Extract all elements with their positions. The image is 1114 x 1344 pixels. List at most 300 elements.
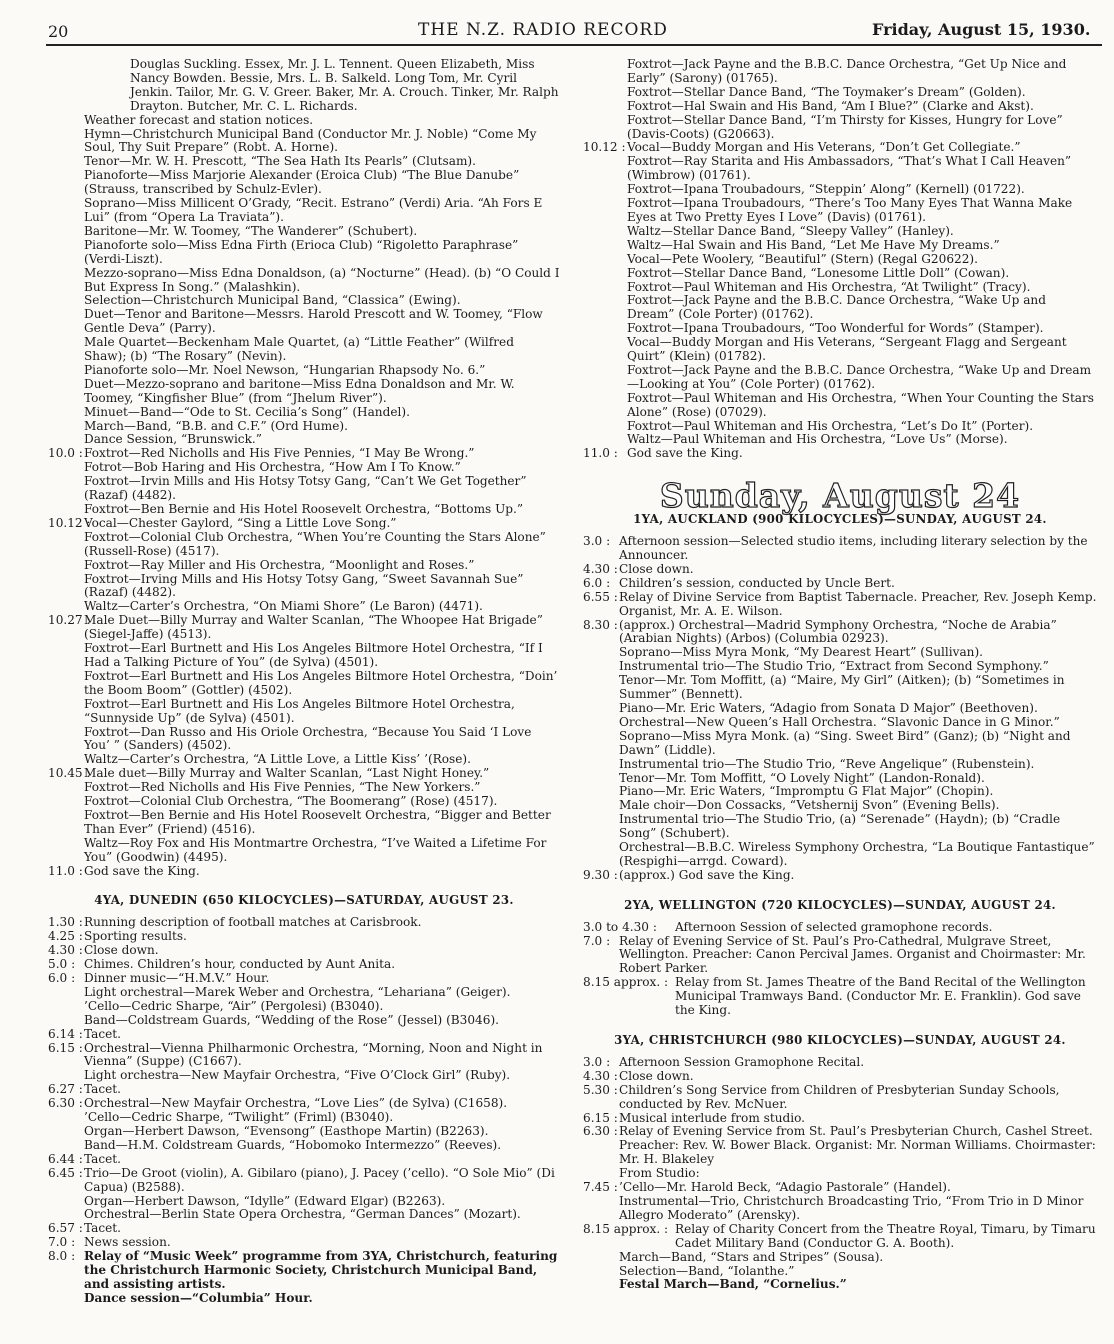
entry-text: Light orchestral—Marek Weber and Orchestra, “Lehariana” (Geiger). — [84, 984, 511, 999]
programme-entry — [583, 813, 1097, 841]
programme-entry — [583, 114, 1097, 142]
entry-text: Dance session—“Columbia” Hour. — [84, 1290, 313, 1305]
programme-entry — [48, 447, 560, 461]
programme-entry — [583, 392, 1097, 420]
entry-time: 6.15 : — [48, 1040, 83, 1055]
entry-time: 3.0 : — [583, 534, 611, 549]
entry-time — [48, 600, 84, 614]
programme-entry — [583, 100, 1097, 114]
entry-time — [583, 100, 627, 114]
entry-text: Children’s session, conducted by Uncle Bert. — [619, 575, 895, 590]
programme-entry — [583, 1195, 1097, 1223]
entry-time: 6.45 : — [48, 1165, 83, 1180]
entry-text: Foxtrot—Red Nicholls and His Five Pennies, “I May Be Wrong.” — [84, 446, 475, 461]
programme-entry — [48, 239, 560, 267]
programme-entry — [583, 716, 1097, 730]
entry-time: 4.30 : — [583, 561, 618, 576]
entry-time — [583, 660, 619, 674]
programme-entry — [48, 1153, 560, 1167]
entry-time — [583, 155, 627, 183]
programme-entry — [48, 503, 560, 517]
programme-entry — [48, 698, 560, 726]
entry-time: 10.12 : — [583, 140, 626, 155]
programme-entry — [48, 781, 560, 795]
programme-entry — [48, 958, 560, 972]
entry-time — [48, 726, 84, 754]
entry-time: 8.15 approx. : — [583, 975, 669, 990]
entry-text: Baritone—Mr. W. Toomey, “The Wanderer” (Schubert). — [84, 223, 418, 238]
entry-text: Foxtrot—Earl Burtnett and His Los Angeles Biltmore Hotel Orchestra, “Doin’ the Boom Boom” (Gottler) (4502). — [84, 668, 558, 697]
entry-time — [48, 308, 84, 336]
right-column-bottom — [583, 513, 1097, 1292]
entry-text: Relay of Evening Service from St. Paul’s Presbyterian Church, Cashel Street. Preacher: Rev. W. Bower Black. Organist: Mr. Norman Williams. Choirmaster: Mr. H. Blakeley — [619, 1124, 1096, 1167]
entry-text: Selection—Band, “Iolanthe.” — [619, 1263, 795, 1278]
programme-entry — [583, 322, 1097, 336]
programme-entry — [583, 619, 1097, 647]
entry-time — [583, 86, 627, 100]
programme-entry — [583, 674, 1097, 702]
programme-entry — [583, 1251, 1097, 1265]
programme-entry — [48, 406, 560, 420]
entry-text: Douglas Suckling. Essex, Mr. J. L. Tennent. Queen Elizabeth, Miss Nancy Bowden. Bessie, Mrs. L. B. Salkeld. Long Tom, Mr. Cyril Jenkin. Tailor, Mr. G. V. Greer. Baker, Mr. A. Crouch. Tinker, Mr. Ralph Drayton. Butcher, Mr. C. L. Richards. — [130, 57, 559, 113]
entry-text: Orchestral—B.B.C. Wireless Symphony Orchestra, “La Boutique Fantastique” (Respighi—arrgd. Coward). — [619, 840, 1095, 868]
entry-text: Festal March—Band, “Cornelius.” — [619, 1277, 847, 1292]
entry-time — [48, 1292, 84, 1306]
entry-text: Foxtrot—Ray Starita and His Ambassadors, “That’s What I Call Heaven” (Wimbrow) (01761). — [627, 154, 1072, 183]
programme-entry — [48, 308, 560, 336]
entry-text: Foxtrot—Paul Whiteman and His Orchestra, “When Your Counting the Stars Alone” (Rose) (07029). — [627, 390, 1095, 419]
entry-text: Close down. — [84, 943, 159, 958]
entry-time — [583, 785, 619, 799]
entry-text: Weather forecast and station notices. — [84, 112, 314, 127]
entry-text: Waltz—Hal Swain and His Band, “Let Me Have My Dreams.” — [627, 237, 1000, 252]
programme-entry — [583, 433, 1097, 447]
entry-time — [583, 253, 627, 267]
entry-time — [583, 420, 627, 434]
programme-entry — [48, 916, 560, 930]
entry-time — [48, 461, 84, 475]
entry-text: Tenor—Mr. W. H. Prescott, “The Sea Hath Its Pearls” (Clutsam). — [84, 154, 476, 169]
entry-time — [583, 322, 627, 336]
programme-entry — [583, 1167, 1097, 1181]
programme-entry — [48, 475, 560, 503]
programme-entry — [48, 600, 560, 614]
entry-text: Foxtrot—Earl Burtnett and His Los Angeles Biltmore Hotel Orchestra, “Sunnyside Up” (de Sylva) (4501). — [84, 696, 515, 725]
programme-entry — [583, 420, 1097, 434]
entry-time: 3.0 to 4.30 : — [583, 919, 657, 934]
entry-text: Vocal—Buddy Morgan and His Veterans, “Sergeant Flagg and Sergeant Quirt” (Klein) (01782). — [627, 335, 1067, 364]
entry-text: Chimes. Children’s hour, conducted by Aunt Anita. — [84, 957, 396, 972]
programme-entry — [48, 726, 560, 754]
entry-text: Foxtrot—Paul Whiteman and His Orchestra, “Let’s Do It” (Porter). — [627, 418, 1034, 433]
entry-time: 11.0 : — [48, 863, 83, 878]
entry-time — [48, 642, 84, 670]
page-number: 20 — [48, 22, 69, 41]
programme-entry — [583, 86, 1097, 100]
station-heading: 1YA, AUCKLAND (900 KILOCYCLES)—SUNDAY, AUGUST 24. — [633, 512, 1047, 527]
entry-text: Orchestral—New Mayfair Orchestra, “Love Lies” (de Sylva) (C1658). — [84, 1096, 508, 1111]
programme-entry — [583, 1070, 1097, 1084]
programme-entry — [48, 197, 560, 225]
programme-entry — [48, 420, 560, 434]
programme-entry — [48, 225, 560, 239]
programme-entry — [583, 1056, 1097, 1070]
programme-entry — [48, 1125, 560, 1139]
entry-time — [48, 169, 84, 197]
entry-time — [48, 573, 84, 601]
entry-text: Piano—Mr. Eric Waters, “Adagio from Sonata D Major” (Beethoven). — [619, 700, 1038, 715]
entry-text: (approx.) Orchestral—Madrid Symphony Orchestra, “Noche de Arabia” (Arabian Nights) (Arbos) (Columbia 02923). — [619, 617, 1057, 646]
entry-text: Foxtrot—Stellar Dance Band, “Lonesome Little Doll” (Cowan). — [627, 265, 1010, 280]
entry-text: Orchestral—Vienna Philharmonic Orchestra, “Morning, Noon and Night in Vienna” (Suppe) (C1667). — [84, 1040, 543, 1069]
entry-text: Waltz—Stellar Dance Band, “Sleepy Valley” (Hanley). — [627, 223, 954, 238]
entry-time: 6.57 : — [48, 1221, 83, 1236]
entry-text: Foxtrot—Hal Swain and His Band, “Am I Blue?” (Clarke and Akst). — [627, 98, 1034, 113]
entry-text: Foxtrot—Jack Payne and the B.B.C. Dance Orchestra, “Get Up Nice and Early” (Sarony) (01765). — [627, 57, 1067, 85]
programme-entry — [583, 591, 1097, 619]
entry-time: 3.0 : — [583, 1054, 611, 1069]
entry-text: Tacet. — [84, 1026, 121, 1041]
entry-time — [48, 1139, 84, 1153]
programme-entry — [48, 433, 560, 447]
entry-time: 5.30 : — [583, 1082, 618, 1097]
entry-text: Foxtrot—Colonial Club Orchestra, “When You’re Counting the Stars Alone” (Russell-Rose) (4517). — [84, 529, 546, 558]
entry-text: Foxtrot—Ben Bernie and His Hotel Roosevelt Orchestra, “Bigger and Better Than Ever” (Friend) (4516). — [84, 807, 551, 836]
programme-entry — [583, 141, 1097, 155]
programme-entry — [48, 559, 560, 573]
entry-time — [48, 559, 84, 573]
entry-text: Tenor—Mr. Tom Moffitt, “O Lovely Night” (Landon-Ronald). — [619, 770, 985, 785]
entry-time: 8.0 : — [48, 1249, 76, 1264]
programme-entry — [583, 730, 1097, 758]
programme-entry — [48, 336, 560, 364]
entry-time: 4.25 : — [48, 929, 83, 944]
left-column — [48, 58, 560, 1306]
entry-text: Close down. — [619, 1068, 694, 1083]
programme-entry — [583, 577, 1097, 591]
entry-text: Foxtrot—Paul Whiteman and His Orchestra, “At Twilight” (Tracy). — [627, 279, 1031, 294]
programme-entry — [48, 972, 560, 986]
programme-entry — [48, 986, 560, 1000]
programme-entry — [48, 1222, 560, 1236]
programme-entry — [583, 183, 1097, 197]
right-column-top — [583, 58, 1097, 461]
entry-text: Hymn—Christchurch Municipal Band (Conductor Mr. J. Noble) “Come My Soul, Thy Suit Prepare” (Robt. A. Horne). — [84, 126, 537, 155]
entry-text: Piano—Mr. Eric Waters, “Impromptu G Flat Major” (Chopin). — [619, 784, 994, 799]
entry-time: 8.15 approx. : — [583, 1221, 669, 1236]
entry-time — [48, 809, 84, 837]
entry-text: Waltz—Carter’s Orchestra, “On Miami Shore” (Le Baron) (4471). — [84, 599, 483, 614]
entry-time — [48, 837, 84, 865]
entry-time — [583, 183, 627, 197]
entry-text: Foxtrot—Stellar Dance Band, “The Toymaker’s Dream” (Golden). — [627, 84, 1026, 99]
entry-text: Children’s Song Service from Children of Presbyterian Sunday Schools, conducted by Rev. McNuer. — [619, 1082, 1060, 1111]
entry-text: Afternoon Session of selected gramophone records. — [675, 919, 993, 934]
station-heading: 2YA, WELLINGTON (720 KILOCYCLES)—SUNDAY, AUGUST 24. — [624, 897, 1056, 912]
entry-time — [48, 406, 84, 420]
entry-text: Pianoforte solo—Mr. Noel Newson, “Hungarian Rhapsody No. 6.” — [84, 362, 486, 377]
entry-text: Foxtrot—Jack Payne and the B.B.C. Dance Orchestra, “Wake Up and Dream—Looking at You” (Cole Porter) (01762). — [627, 362, 1092, 391]
entry-time: 7.0 : — [583, 933, 611, 948]
sunday-heading: Sunday, August 24 — [659, 476, 1021, 516]
entry-text: Duet—Mezzo-soprano and baritone—Miss Edna Donaldson and Mr. W. Toomey, “Kingfisher Blue” (from “Jhelum River”). — [84, 376, 515, 405]
programme-entry — [48, 58, 560, 114]
entry-text: Band—H.M. Coldstream Guards, “Hobomoko Intermezzo” (Reeves). — [84, 1137, 502, 1152]
entry-text: Fotrot—Bob Haring and His Orchestra, “How Am I To Know.” — [84, 460, 461, 475]
entry-time — [583, 197, 627, 225]
entry-time — [48, 336, 84, 364]
entry-time: 11.0 : — [583, 446, 618, 461]
programme-entry — [583, 1265, 1097, 1279]
programme-entry — [48, 944, 560, 958]
entry-text: Instrumental trio—The Studio Trio, “Reve Angelique” (Rubenstein). — [619, 756, 1035, 771]
entry-time: 6.30 : — [48, 1096, 83, 1111]
entry-text: Male duet—Billy Murray and Walter Scanlan, “Last Night Honey.” — [84, 766, 490, 781]
entry-text: Pianoforte solo—Miss Edna Firth (Erioca Club) “Rigoletto Paraphrase” (Verdi-Liszt). — [84, 237, 519, 266]
programme-entry — [583, 772, 1097, 786]
programme-entry — [583, 646, 1097, 660]
entry-time: 6.0 : — [583, 575, 611, 590]
entry-time — [583, 1251, 619, 1265]
entry-text: Soprano—Miss Myra Monk, “My Dearest Heart” (Sullivan). — [619, 645, 984, 660]
entry-time — [48, 225, 84, 239]
issue-date: Friday, August 15, 1930. — [872, 20, 1091, 39]
entry-time: 1.30 : — [48, 915, 83, 930]
entry-time: 10.12 : — [48, 515, 91, 530]
entry-text: Relay of Charity Concert from the Theatre Royal, Timaru, by Timaru Cadet Military Band (Conductor G. A. Booth). — [675, 1221, 1096, 1250]
entry-text: Foxtrot—Ipana Troubadours, “Too Wonderful for Words” (Stamper). — [627, 321, 1044, 336]
programme-entry — [48, 930, 560, 944]
programme-entry — [583, 294, 1097, 322]
programme-entry — [583, 563, 1097, 577]
entry-time: 6.15 : — [583, 1110, 618, 1125]
entry-text: Foxtrot—Irvin Mills and His Hotsy Totsy Gang, “Can’t We Get Together” (Razaf) (4482). — [84, 474, 527, 503]
programme-entry — [48, 114, 560, 128]
entry-time — [48, 267, 84, 295]
programme-entry — [48, 364, 560, 378]
entry-text: Male Duet—Billy Murray and Walter Scanlan, “The Whoopee Hat Brigade” (Siegel-Jaffe) (4513). — [84, 613, 543, 642]
programme-entry — [583, 921, 1097, 935]
entry-time — [48, 475, 84, 503]
entry-text: ’Cello—Mr. Harold Beck, “Adagio Pastorale” (Handel). — [619, 1180, 951, 1195]
programme-entry — [583, 58, 1097, 86]
programme-entry — [48, 1292, 560, 1306]
entry-text: Foxtrot—Red Nicholls and His Five Pennies, “The New Yorkers.” — [84, 780, 481, 795]
entry-time — [583, 716, 619, 730]
programme-entry — [583, 785, 1097, 799]
entry-time: 6.14 : — [48, 1026, 83, 1041]
entry-text: Foxtrot—Ipana Troubadours, “There’s Too Many Eyes That Wanna Make Eyes at Two Pretty Eyes I Love” (Davis) (01761). — [627, 196, 1073, 224]
entry-time — [48, 1195, 84, 1209]
publication-title: THE N.Z. RADIO RECORD — [418, 20, 668, 40]
entry-time — [583, 646, 619, 660]
programme-entry — [583, 447, 1097, 461]
programme-entry — [48, 573, 560, 601]
entry-text: Foxtrot—Ray Miller and His Orchestra, “Moonlight and Roses.” — [84, 557, 475, 572]
entry-text: Afternoon Session Gramophone Recital. — [619, 1054, 865, 1069]
programme-entry — [48, 1250, 560, 1292]
programme-entry — [48, 767, 560, 781]
entry-time — [48, 670, 84, 698]
programme-entry — [48, 753, 560, 767]
entry-time — [48, 1014, 84, 1028]
entry-time: 4.30 : — [48, 943, 83, 958]
programme-entry — [583, 364, 1097, 392]
entry-time — [583, 730, 619, 758]
programme-entry — [48, 1069, 560, 1083]
entry-time — [48, 795, 84, 809]
programme-entry — [583, 869, 1097, 883]
entry-text: Pianoforte—Miss Marjorie Alexander (Eroica Club) “The Blue Danube” (Strauss, transcribed by Schulz-Evler). — [84, 168, 520, 197]
programme-entry — [583, 976, 1097, 1018]
programme-entry — [583, 225, 1097, 239]
programme-entry — [48, 1167, 560, 1195]
entry-text: Minuet—Band—“Ode to St. Cecilia’s Song” (Handel). — [84, 404, 410, 419]
entry-text: Relay of Evening Service of St. Paul’s Pro-Cathedral, Mulgrave Street, Wellington. Preacher: Canon Percival James. Organist and Choirmaster: Mr. Robert Parker. — [619, 933, 1086, 976]
programme-entry — [48, 1042, 560, 1070]
entry-time — [48, 364, 84, 378]
programme-entry — [48, 865, 560, 879]
entry-text: ’Cello—Cedric Sharpe, “Twilight” (Friml) (B3040). — [84, 1110, 394, 1125]
programme-entry — [48, 1028, 560, 1042]
entry-text: Relay of “Music Week” programme from 3YA, Christchurch, featuring the Christchurch Harmonic Society, Christchurch Municipal Band, and assisting artists. — [84, 1249, 558, 1291]
entry-time — [48, 781, 84, 795]
programme-entry — [48, 1195, 560, 1209]
programme-entry — [48, 642, 560, 670]
programme-entry — [48, 294, 560, 308]
entry-text: Foxtrot—Earl Burtnett and His Los Angeles Biltmore Hotel Orchestra, “If I Had a Talking Picture of You” (de Sylva) (4501). — [84, 641, 543, 669]
programme-entry — [48, 1208, 560, 1222]
entry-time — [48, 155, 84, 169]
entry-time — [583, 702, 619, 716]
entry-text: Musical interlude from studio. — [619, 1110, 806, 1125]
programme-entry — [48, 128, 560, 156]
programme-entry — [583, 1278, 1097, 1292]
programme-entry — [583, 799, 1097, 813]
entry-text: Foxtrot—Dan Russo and His Oriole Orchestra, “Because You Said ‘I Love You’ ” (Sanders) (4502). — [84, 724, 532, 753]
entry-text: Selection—Christchurch Municipal Band, “Classica” (Ewing). — [84, 293, 461, 308]
programme-entry — [583, 155, 1097, 183]
entry-text: Mezzo-soprano—Miss Edna Donaldson, (a) “Nocturne” (Head). (b) “O Could I But Express In Song.” (Malashkin). — [84, 265, 560, 294]
entry-time — [48, 1069, 84, 1083]
entry-time — [583, 294, 627, 322]
entry-time — [583, 841, 619, 869]
entry-text: Vocal—Pete Woolery, “Beautiful” (Stern) (Regal G20622). — [627, 251, 978, 266]
programme-entry — [48, 1139, 560, 1153]
entry-text: Instrumental trio—The Studio Trio, “Extract from Second Symphony.” — [619, 659, 1049, 674]
entry-time — [583, 799, 619, 813]
entry-text: Relay of Divine Service from Baptist Tabernacle. Preacher, Rev. Joseph Kemp. Organist, Mr. A. E. Wilson. — [619, 589, 1097, 618]
entry-time — [48, 1111, 84, 1125]
programme-entry — [48, 461, 560, 475]
entry-time: 9.30 : — [583, 867, 618, 882]
entry-text: Organ—Herbert Dawson, “Idylle” (Edward Elgar) (B2263). — [84, 1193, 446, 1208]
entry-text: ’Cello—Cedric Sharpe, “Air” (Pergolesi) (B3040). — [84, 998, 384, 1013]
entry-time: 6.0 : — [48, 971, 76, 985]
entry-text: Male choir—Don Cossacks, “Vetshernij Svon” (Evening Bells). — [619, 798, 1000, 813]
programme-entry — [48, 1014, 560, 1028]
entry-text: Close down. — [619, 561, 694, 576]
entry-time — [48, 239, 84, 267]
programme-entry — [583, 935, 1097, 977]
entry-text: Male Quartet—Beckenham Male Quartet, (a) “Little Feather” (Wilfred Shaw); (b) “The Rosary” (Nevin). — [84, 335, 514, 364]
entry-time — [48, 531, 84, 559]
programme-entry — [583, 336, 1097, 364]
entry-text: Waltz—Paul Whiteman and His Orchestra, “Love Us” (Morse). — [627, 432, 1008, 447]
entry-time — [48, 753, 84, 767]
entry-text: Tacet. — [84, 1082, 121, 1097]
entry-text: Soprano—Miss Myra Monk. (a) “Sing. Sweet Bird” (Ganz); (b) “Night and Dawn” (Liddle). — [619, 728, 1071, 757]
programme-entry — [48, 795, 560, 809]
entry-time — [583, 1195, 619, 1223]
entry-text: Running description of football matches at Carisbrook. — [84, 915, 422, 930]
entry-text: Sporting results. — [84, 929, 187, 944]
entry-time: 6.44 : — [48, 1151, 83, 1166]
entry-text: Foxtrot—Ben Bernie and His Hotel Roosevelt Orchestra, “Bottoms Up.” — [84, 502, 524, 516]
header-rule — [46, 44, 1102, 46]
entry-text: Vocal—Buddy Morgan and His Veterans, “Don’t Get Collegiate.” — [627, 140, 1021, 155]
programme-entry — [48, 1083, 560, 1097]
entry-time: 7.0 : — [48, 1235, 76, 1250]
entry-time — [583, 392, 627, 420]
entry-text: From Studio: — [619, 1166, 700, 1181]
entry-time — [48, 1000, 84, 1014]
entry-time — [48, 1125, 84, 1139]
entry-time: 10.45 : — [48, 766, 91, 781]
entry-text: Instrumental trio—The Studio Trio, (a) “Serenade” (Haydn); (b) “Cradle Song” (Schubert). — [619, 812, 1061, 841]
entry-time — [48, 1208, 84, 1222]
programme-entry — [583, 1125, 1097, 1167]
entry-text: Instrumental—Trio, Christchurch Broadcasting Trio, “From Trio in D Minor Allegro Moderato” (Arensky). — [619, 1193, 1084, 1222]
entry-time — [583, 1265, 619, 1279]
entry-text: Tacet. — [84, 1151, 121, 1166]
programme-entry — [48, 1000, 560, 1014]
programme-entry — [48, 670, 560, 698]
programme-entry — [583, 758, 1097, 772]
entry-time: 7.45 : — [583, 1180, 618, 1195]
entry-text: Waltz—Carter’s Orchestra, “A Little Love, a Little Kiss’ ’(Rose). — [84, 752, 471, 767]
entry-time — [583, 813, 619, 841]
right-column — [583, 58, 1097, 1292]
programme-entry — [583, 253, 1097, 267]
entry-time — [583, 758, 619, 772]
entry-text: Relay from St. James Theatre of the Band Recital of the Wellington Municipal Tramways Band. (Conductor Mr. E. Franklin). God save the King. — [675, 975, 1086, 1018]
entry-time: 4.30 : — [583, 1068, 618, 1083]
entry-text: Soprano—Miss Millicent O’Grady, “Recit. Estrano” (Verdi) Aria. “Ah Fors E Lui” (from “Opera La Traviata”). — [84, 196, 543, 224]
entry-text: Orchestral—Berlin State Opera Orchestra, “German Dances” (Mozart). — [84, 1207, 521, 1222]
programme-entry — [48, 1097, 560, 1111]
entry-time — [583, 674, 619, 702]
entry-time: 6.27 : — [48, 1082, 83, 1097]
entry-time — [48, 698, 84, 726]
programme-entry — [583, 535, 1097, 563]
entry-time: 8.30 : — [583, 617, 618, 632]
entry-text: Light orchestra—New Mayfair Orchestra, “Five O’Clock Girl” (Ruby). — [84, 1068, 511, 1083]
programme-entry — [583, 660, 1097, 674]
entry-text: Foxtrot—Irving Mills and His Hotsy Totsy Gang, “Sweet Savannah Sue” (Razaf) (4482). — [84, 571, 524, 600]
entry-text: Dance Session, “Brunswick.” — [84, 432, 262, 447]
programme-entry — [48, 517, 560, 531]
entry-text: News session. — [84, 1235, 171, 1250]
entry-time: 10.0 : — [48, 446, 83, 461]
programme-entry — [48, 267, 560, 295]
entry-time — [583, 267, 627, 281]
entry-time: 10.27 : — [48, 613, 91, 628]
programme-entry — [583, 1223, 1097, 1251]
entry-text: Tacet. — [84, 1221, 121, 1236]
entry-time — [583, 281, 627, 295]
entry-text: Dinner music—“H.M.V.” Hour. — [84, 971, 270, 985]
